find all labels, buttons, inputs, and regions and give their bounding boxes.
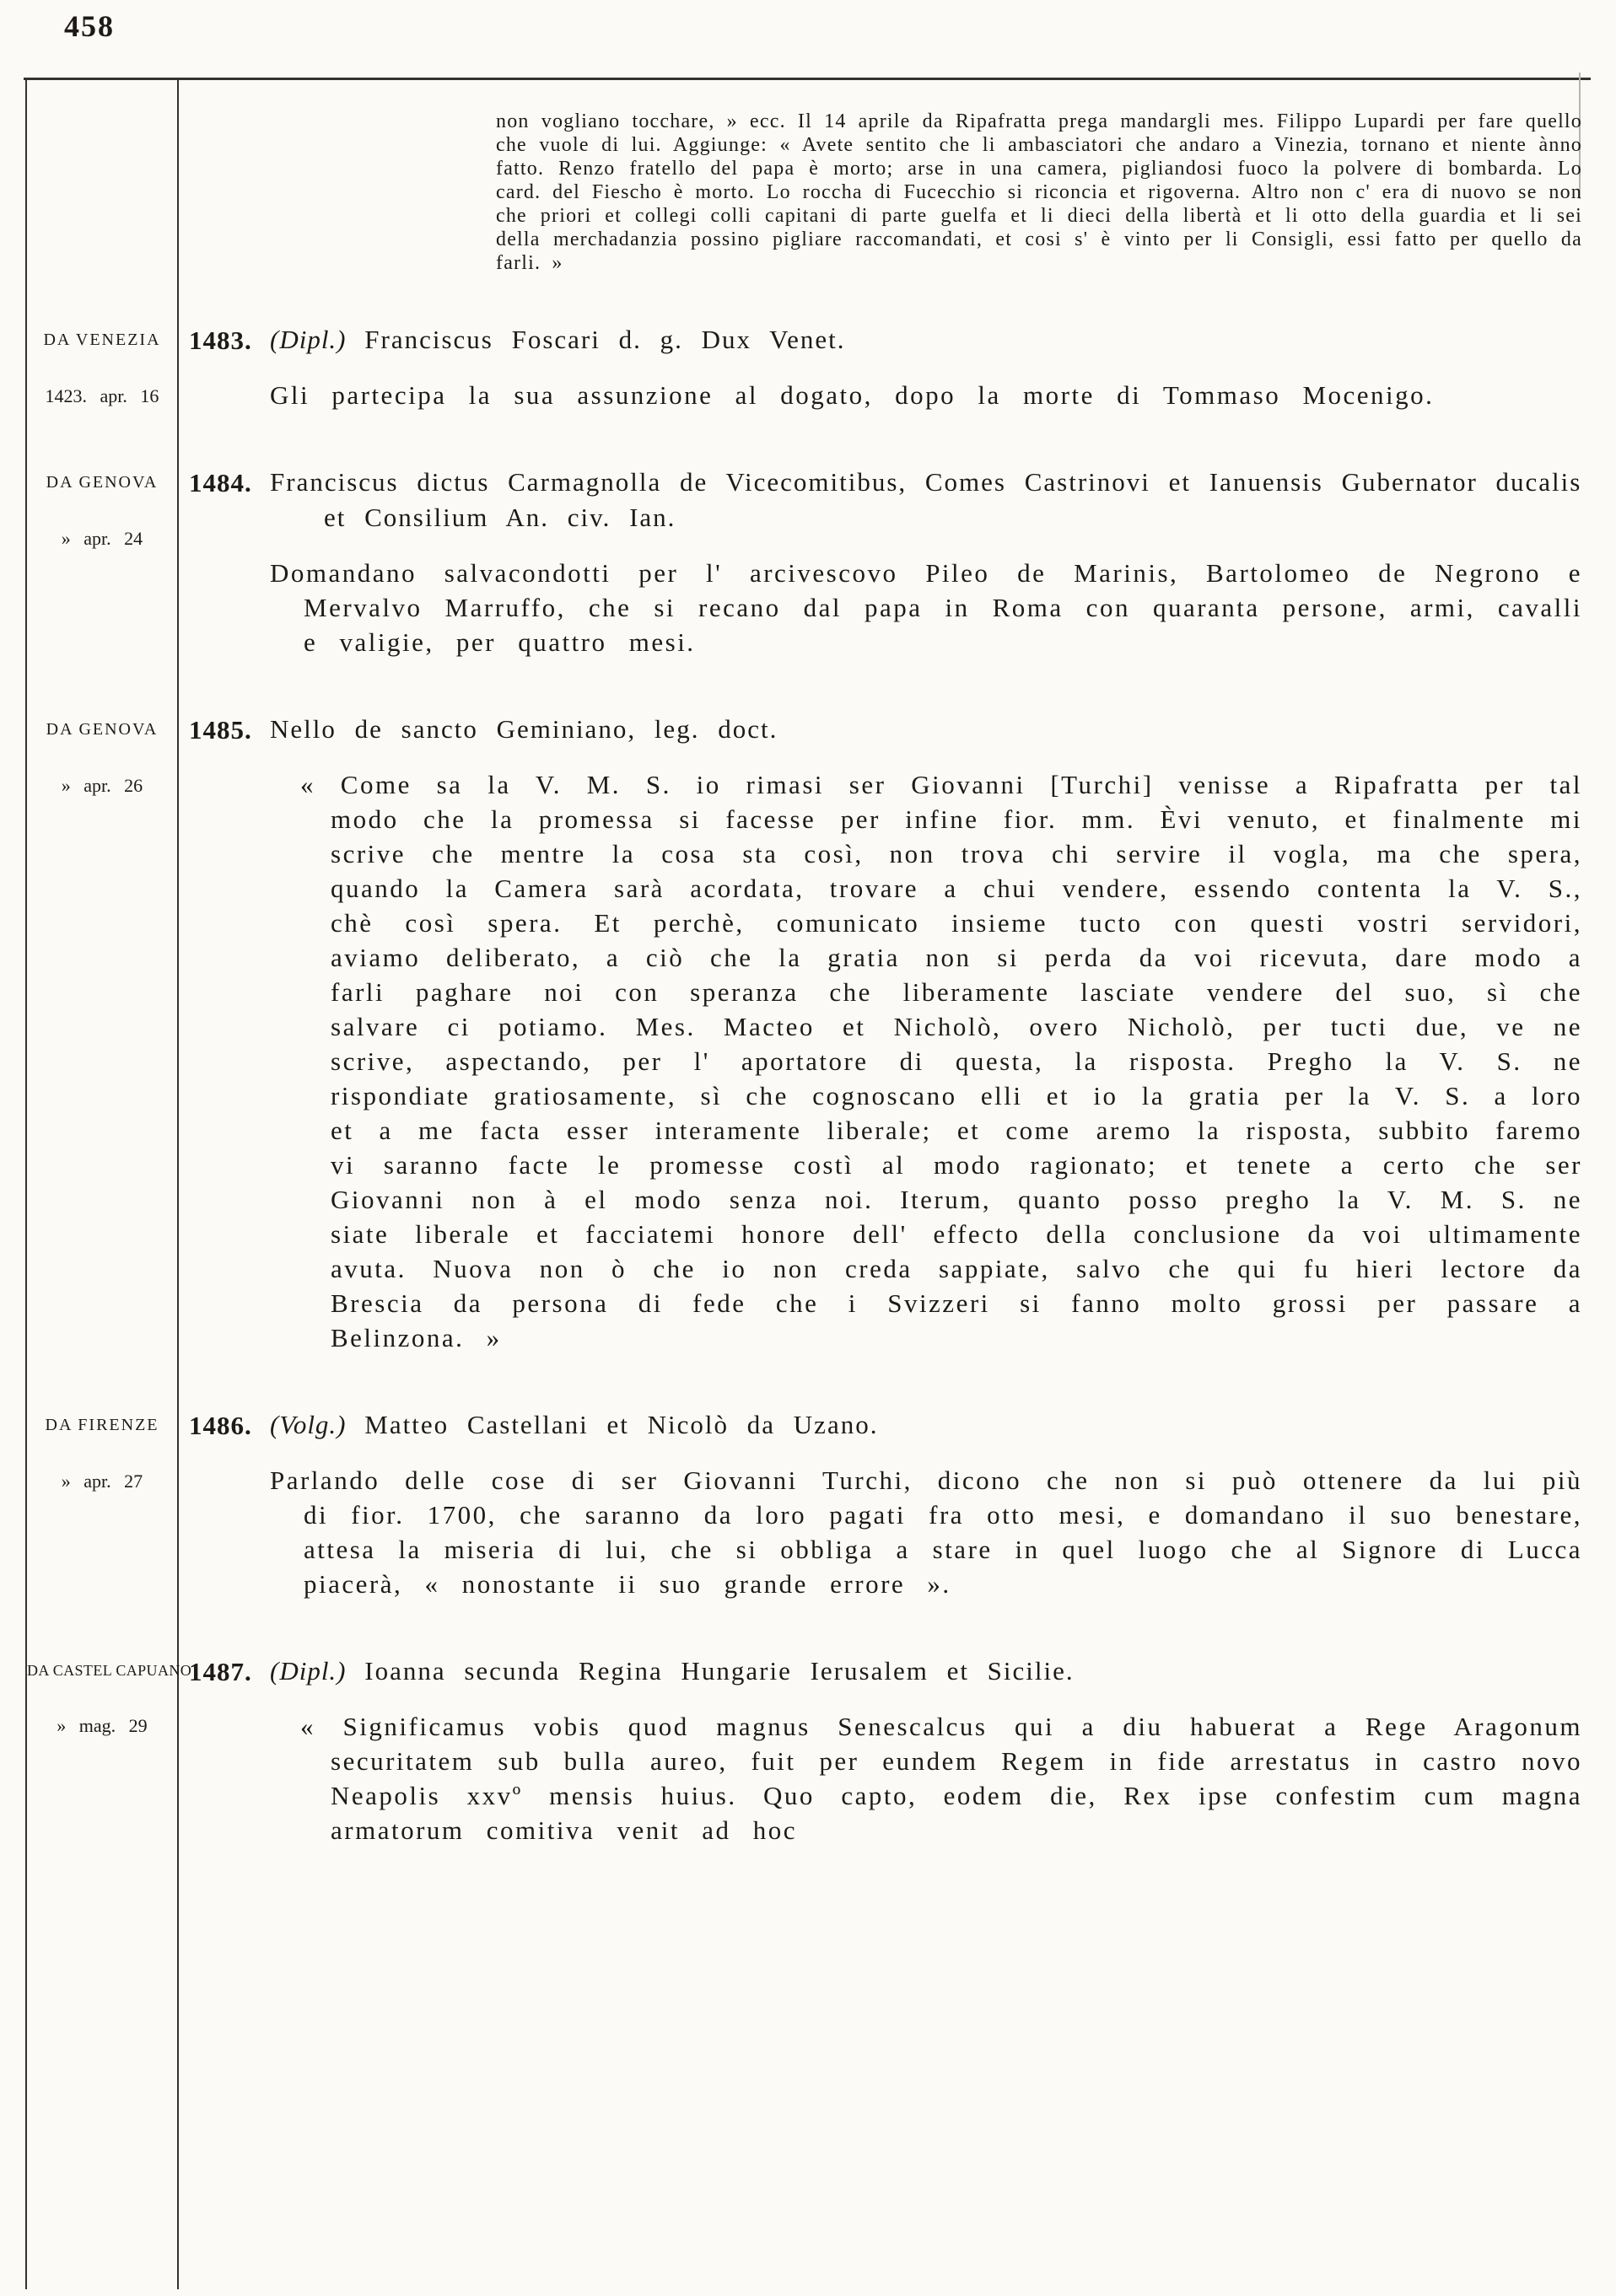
date-label: » mag. 29 [57, 1715, 148, 1736]
entry-number: 1485. [189, 715, 252, 745]
main-cell [270, 1653, 1582, 1847]
entry-heading-text: Matteo Castellani et Nicolò da Uzano. [364, 1410, 879, 1439]
entry-heading-text: Franciscus Foscari d. g. Dux Venet. [364, 325, 846, 354]
margin-cell-empty [27, 110, 177, 118]
main-cell [270, 465, 1582, 659]
regesto-entry-1487 [27, 1653, 1582, 1847]
entry-heading-text: Ioanna secunda Regina Hungarie Ierusalem et Sicilie. [364, 1656, 1075, 1686]
entry-heading [270, 1407, 1582, 1443]
continuation-paragraph: non vogliano tocchare, » ecc. Il 14 aprile da Ripafratta prega mandargli mes. Filippo Lupardi per fare quello che vuole di lui. Aggiunge: « Avete sentito che li ambasciatori che andaro a Vinezia, tornano et niente ànno fatto. Renzo fratello del papa è morto; arse in una camera, pigliandosi fuoco la polvere di bombarda. Lo card. del Fiescho è morto. Lo roccha di Fucecchio si riconcia et rigoverna. Altro non c' era di nuovo se non che priori et collegi colli capitani di parte guelfa et li dieci della libertà et li otto della guardia et li sei della merchadanzia possino pigliare raccomandati, et cosi s' è vinto per li Consigli, essi fatto per quello da farli. » [496, 110, 1582, 274]
main-cell [270, 1407, 1582, 1601]
place-label: DA GENOVA [46, 473, 159, 492]
regesto-entry-1485 [27, 712, 1582, 1355]
entry-heading-text: Franciscus dictus Carmagnolla de Vicecomitibus, Comes Castrinovi et Ianuensis Gubernator ducalis et Consilium An. civ. Ian. [270, 467, 1582, 532]
continuation-row [27, 110, 1582, 275]
regesto-entry-1483 [27, 322, 1582, 412]
page-content [27, 110, 1582, 1900]
date-label: 1423. apr. 16 [45, 385, 159, 406]
entry-heading [270, 465, 1582, 535]
margin-cell [27, 1407, 177, 1492]
entry-heading [270, 1653, 1582, 1689]
margin-cell [27, 322, 177, 407]
page-number: 458 [64, 9, 115, 43]
regesto-entry-1484 [27, 465, 1582, 659]
regesto-entry-1486 [27, 1407, 1582, 1601]
entry-heading-type: (Dipl.) [270, 1656, 347, 1686]
main-cell [270, 110, 1582, 275]
entry-body-quote: « Come sa la V. M. S. io rimasi ser Giovanni [Turchi] venisse a Ripafratta per tal modo che la promessa si facesse per infine fior. mm. Èvi venuto, et finalmente mi scrive che mentre la cosa sta così, non trova chi servire il vogla, ma che spera, quando la Camera sarà acordata, trovare a chui vendere, essendo contenta la V. S., chè così spera. Et perchè, comunicato insieme tucto con questi vostri servidori, aviamo deliberato, a ciò che la gratia non si perda da voi ricevuta, dare modo a farli paghare noi con speranza che liberamente lasciate vendere del suo, sì che salvare ci potiamo. Mes. Macteo et Nicholò, overo Nicholò, per tucti due, ve ne scrive, aspectando, per l' aportatore di questa, la risposta. Pregho la V. S. ne rispondiate gratiosamente, sì che cognoscano elli et io la gratia per la V. S. a loro et a me facta esser interamente liberale; et come aremo la risposta, subbito faremo vi saranno facte le promesse costì al modo ragionato; et tenete a certo che ser Giovanni non à el modo senza noi. Iterum, quanto posso pregho la V. M. S. ne siate liberale et facciatemi honore dell' effecto della conclusione da voi ultimamente avuta. Nuova non ò che io non creda sappiate, salvo che qui fu hieri lectore da Brescia da persona di fede che i Svizzeri si fanno molto grossi per passare a Belinzona. » [300, 770, 1582, 1352]
place-label: DA CASTEL CAPUANO [27, 1662, 192, 1679]
place-label: DA GENOVA [46, 720, 159, 739]
date-label: » apr. 27 [61, 1471, 143, 1492]
main-cell [270, 322, 1582, 412]
entry-heading-type: (Dipl.) [270, 325, 347, 354]
number-cell [177, 465, 270, 498]
entry-heading [270, 712, 1582, 747]
entry-number: 1487. [189, 1657, 252, 1686]
entry-body: Gli partecipa la sua assunzione al dogato, dopo la morte di Tommaso Mocenigo. [270, 380, 1435, 410]
number-cell-empty [177, 110, 270, 113]
number-cell [177, 322, 270, 356]
place-label: DA VENEZIA [43, 331, 161, 349]
entry-number: 1484. [189, 468, 252, 497]
number-cell [177, 1407, 270, 1441]
entry-number: 1483. [189, 325, 252, 355]
place-label: DA FIRENZE [45, 1416, 159, 1434]
margin-cell [27, 1653, 192, 1737]
entry-heading [270, 322, 1582, 358]
date-label: » apr. 24 [61, 528, 143, 549]
entry-heading-type: (Volg.) [270, 1410, 347, 1439]
entry-heading-text: Nello de sancto Geminiano, leg. doct. [270, 714, 778, 744]
main-cell [270, 712, 1582, 1355]
entry-body: Domandano salvacondotti per l' arcivescovo Pileo de Marinis, Bartolomeo de Negrono e Mervalvo Marruffo, che si recano dal papa in Roma con quaranta persone, armi, cavalli e valigie, per quattro mesi. [270, 558, 1582, 657]
date-label: » apr. 26 [61, 775, 143, 796]
number-cell [177, 712, 270, 745]
margin-cell [27, 712, 177, 797]
number-cell [177, 1653, 270, 1687]
margin-cell [27, 465, 177, 550]
entry-body: Parlando delle cose di ser Giovanni Turchi, dicono che non si può ottenere da lui più di fior. 1700, che saranno da loro pagati fra otto mesi, e domandano il suo benestare, attesa la miseria di lui, che si obbliga a stare in quel luogo che al Signore di Lucca piacerà, « nonostante ii suo grande errore ». [270, 1465, 1582, 1599]
top-horizontal-rule [24, 78, 1591, 80]
entry-body-quote: « Significamus vobis quod magnus Senescalcus qui a diu habuerat a Rege Aragonum securitatem sub bulla aureo, fuit per eundem Regem in fide arrestatus in castro novo Neapolis xxvº mensis huius. Quo capto, eodem die, Rex ipse confestim cum magna armatorum comitiva venit ad hoc [300, 1712, 1582, 1845]
entry-number: 1486. [189, 1411, 252, 1440]
